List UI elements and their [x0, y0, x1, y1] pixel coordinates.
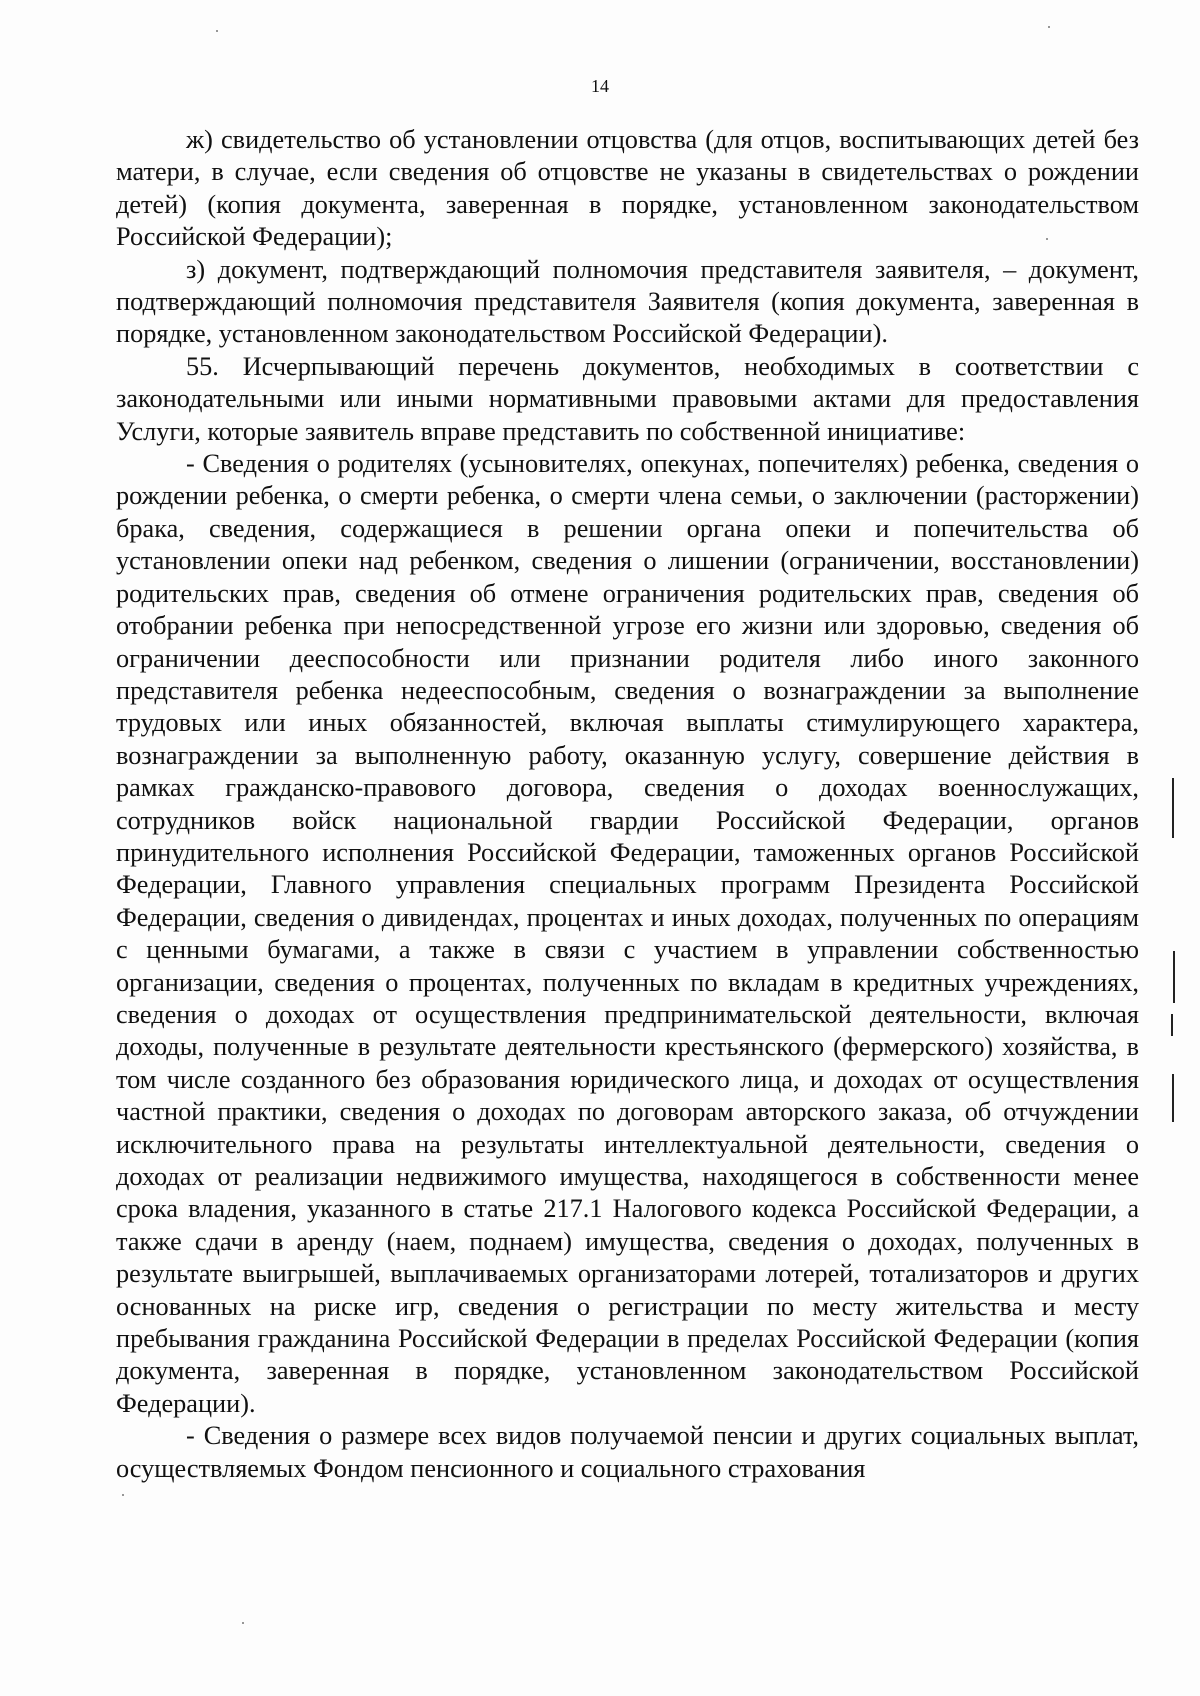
paragraph-info-list-parents-income: - Сведения о родителях (усыновителях, опекунах, попечителях) ребенка, сведения о рождении ребенка, о смерти ребенка, о смерти члена семьи, о заключении (расторжении) брака, сведения, содержащиеся в решении органа опеки и попечительства об установлении опеки над ребенком, сведения о лишении (ограничении, восстановлении) родительских прав, сведения об отмене ограничения родительских прав, сведения об отобрании ребенка при непосредственной угрозе его жизни или здоровью, сведения об ограничении дееспособности или признании родителя либо иного законного представителя ребенка недееспособным, сведения о вознаграждении за выполнение трудовых или иных обязанностей, включая выплаты стимулирующего характера, вознаграждении за выполненную работу, оказанную услугу, совершение действия в рамках гражданско-правового договора, сведения о доходах военнослужащих, сотрудников войск национальной гвардии Российской Федерации, органов принудительного исполнения Российской Федерации, таможенных органов Российской Федерации, Главного управления специальных программ Президента Российской Федерации, сведения о дивидендах, процентах и иных доходах, полученных по операциям с ценными бумагами, а также в связи с участием в управлении собственностью организации, сведения о процентах, полученных по вкладам в кредитных учреждениях, сведения о доходах от осуществления предпринимательской деятельности, включая доходы, полученные в результате деятельности крестьянского (фермерского) хозяйства, в том числе созданного без образования юридического лица, и доходах от осуществления частной практики, сведения о доходах по договорам авторского заказа, об отчуждении исключительного права на результаты интеллектуальной деятельности, сведения о доходах от реализации недвижимого имущества, находящегося в собственности менее срока владения, указанного в статье 217.1 Налогового кодекса Российской Федерации, а также сдачи в аренду (наем, поднаем) имущества, сведения о доходах, полученных в результате выигрышей, выплачиваемых организаторами лотерей, тотализаторов и других основанных на риске игр, сведения о регистрации по месту жительства и месту пребывания гражданина Российской Федерации в пределах Российской Федерации (копия документа, заверенная в порядке, установленном законодательством Российской Федерации).: [116, 449, 1139, 1418]
scan-speck: [1048, 26, 1050, 28]
scan-margin-line: [1172, 778, 1174, 838]
scan-speck: [122, 1494, 124, 1496]
scan-margin-line: [1172, 1074, 1174, 1122]
paragraph-clause-55: 55. Исчерпывающий перечень документов, необходимых в соответствии с законодательными или иными нормативными правовыми актами для предоставления Услуги, которые заявитель вправе представить по собственной инициативе:: [116, 351, 1139, 446]
scan-margin-line: [1171, 1014, 1173, 1036]
scan-speck: [216, 30, 218, 32]
paragraph-item-zh: ж) свидетельство об установлении отцовства (для отцов, воспитывающих детей без матери, в случае, если сведения об отцовстве не указаны в свидетельствах о рождении детей) (копия документа, заверенная в порядке, установленном законодательством Российской Федерации);: [116, 125, 1139, 252]
paragraph-item-z: з) документ, подтверждающий полномочия представителя заявителя, – документ, подтверждающий полномочия представителя Заявителя (копия документа, заверенная в порядке, установленном законодательством Российской Федерации).: [116, 254, 1139, 349]
page-number: 14: [591, 76, 609, 96]
scan-margin-line: [1173, 951, 1175, 1003]
scan-speck: [242, 1622, 244, 1624]
paragraph-info-pension: - Сведения о размере всех видов получаемой пенсии и других социальных выплат, осуществляемых Фондом пенсионного и социального страхования: [116, 1421, 1139, 1483]
document-body: [116, 124, 1139, 1485]
scan-speck: [1046, 238, 1048, 240]
